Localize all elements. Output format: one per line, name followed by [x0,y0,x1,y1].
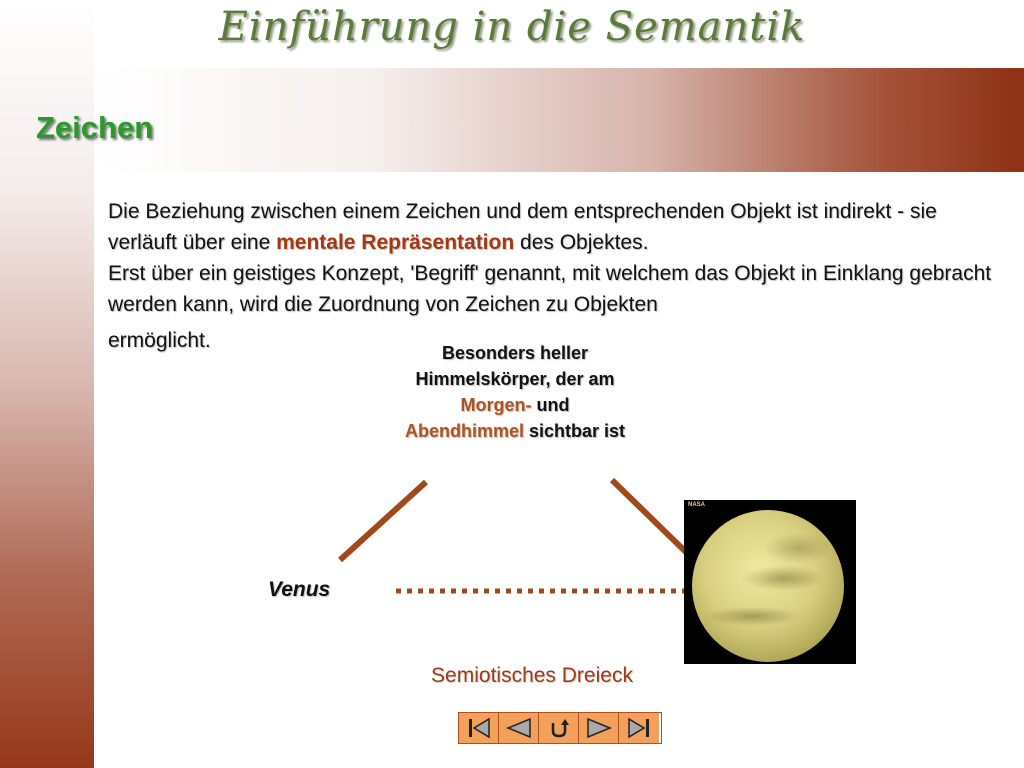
last-slide-icon [626,717,652,739]
body-text-part: Erst über ein geistiges Konzept, 'Begriff' genannt, mit welchem das Objekt in Einklang gebracht werden kann, wird die Zuordnung von Zeichen zu Objekten [108,262,992,316]
body-text-part: Die Beziehung zwischen einem Zeichen und dem entsprechenden Objekt ist indirekt - sie verläuft über eine [108,200,937,254]
slide-navigation [458,712,662,744]
return-button[interactable] [539,713,579,743]
return-icon [546,717,572,739]
triangle-right-edge [612,480,690,556]
triangle-left-edge [340,482,426,560]
concept-highlight-morning: Morgen- [460,395,532,415]
previous-slide-icon [506,717,532,739]
planet-venus [692,510,844,662]
body-text-part: des Objektes. [514,231,649,254]
next-slide-icon [586,717,612,739]
first-slide-button[interactable] [459,713,499,743]
image-credit: NASA [688,502,706,508]
body-text-part: ermöglicht. [108,329,211,352]
venus-image [684,500,856,664]
slide-title: Zeichen [36,110,154,145]
diagram-caption: Semiotisches Dreieck [431,664,633,687]
concept-text: Besonders heller Himmelskörper, der am [415,343,615,389]
last-slide-button[interactable] [619,713,659,743]
concept-text: und [531,395,570,415]
body-highlight: mentale Repräsentation [276,231,515,254]
sign-word-venus: Venus [268,578,331,601]
previous-slide-button[interactable] [499,713,539,743]
concept-label [404,340,626,444]
deck-title: Einführung in die Semantik [218,4,806,50]
next-slide-button[interactable] [579,713,619,743]
concept-highlight-evening: Abendhimmel [404,421,524,441]
first-slide-icon [466,717,492,739]
concept-text: sichtbar ist [523,421,626,441]
